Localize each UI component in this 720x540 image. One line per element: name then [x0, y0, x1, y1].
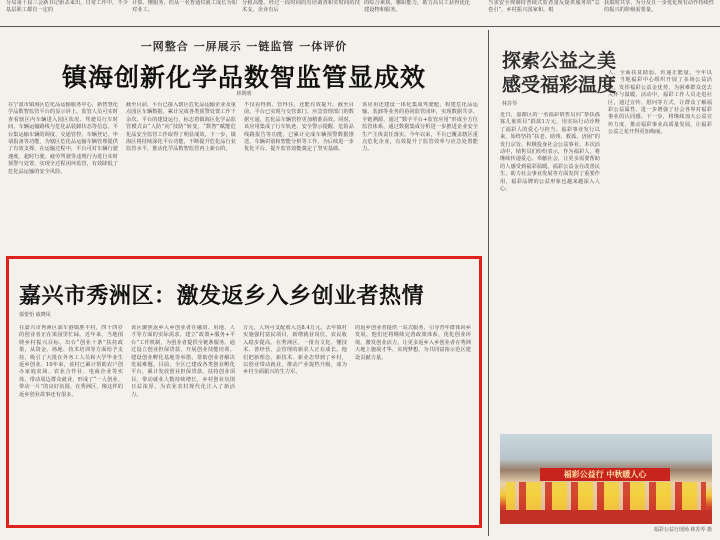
article1-kicker: 一网整合 一屏展示 一链监管 一体评价	[140, 40, 348, 53]
top-strip-col6: 获取时共享、为分及且一步优化现有动作持续性的振兴的阶级需要量。	[604, 0, 714, 14]
article1-byline: 林既明	[236, 91, 252, 97]
article2-col3: 万元，人均可支配收入达8.4万元。去年镇村实施强村富民项目，新增就业岗位，农民收入稳步提高。在秀洲区，一批有文化、懂技术、善经营、会管理的新农人正在成长，他们把新理念、新技术、新业态带到了乡村，以创业带动就业，推动产业提档升级，成为乡村全面振兴的生力军。	[243, 325, 347, 376]
article1-title: 镇海创新化学品数智监管显成效	[61, 63, 426, 92]
article2-byline: 郁蕾怡 戚晓凤	[19, 312, 51, 318]
event-banner: 福彩公益行 中秋暖人心	[540, 468, 670, 481]
article3-byline: 林苏琴	[502, 101, 518, 107]
top-strip-col4: 的综合素质，哪职能力，助力高员工获得优化建设物和服务。	[364, 0, 470, 14]
article2-col1: 在嘉兴市秀洲区油车港镇胜丰村，四十四岁的创业者正在果园里忙碌。近年来，当地围绕乡村振兴目标，出台“创业十条”扶持政策，从资金、场地、技术培训等方面给予支持，吸引了大批在外务工人员和大学毕业生返乡创业。10年来，该村已累计帮助农户创办家庭农场、农业合作社、电商企业等实体，带动周边群众就业，形成了“一人创业、带动一片”的良好氛围。在秀洲区，像这样的返乡创业故事还有很多。	[19, 325, 123, 398]
article2-col4: 的返乡创业者提供一站式服务，引导青年群体回乡发展。他们还将继续完善政策体系，优化创业环境，激发创业活力，让更多返乡入乡创业者在秀洲大地上施展才华、实现梦想，为共同富裕示范区建设贡献力量。	[355, 325, 471, 361]
article3-title-line1: 探索公益之美	[502, 50, 617, 72]
article1-col1: 在宁波市镇海区危化品运输服务中心，新智慧化学品数智监管平台的显示屏上，监管人员可实时查看辖区内车辆进入园区状况、驾驶员行车时间、车辆运输路线与危化品装卸状态等信息。平台集运输车辆的调度、交通管控、车辆登记、申请报备等功能，为辖区危化品运输车辆管理提供了有效支撑。在运输过程中，平台可对车辆行驶速度、超时行驶、疲劳驾驶等违规行为进行实时预警与处置，实现全过程闭环监管，有效降低了危化品运输的安全风险。	[8, 102, 118, 175]
article2-title: 嘉兴市秀洲区：激发返乡入乡创业者热情	[19, 284, 425, 309]
article3-col2: 人、全面扶贫助弱、传递正能量。今年以来，当地福彩中心组织开展了多场公益活动，发挥福彩公益金优势，为困难群众送去关怀与温暖。活动中，福彩工作人员走进社区，通过宣传、慰问等方式，让群众了解福彩公益属性，进一步增强了社会各界对福彩事业的认同感。下一步，将继续加大公益宣传力度，推动福彩事业高质量发展，让福彩公益之花开得更加绚丽。	[608, 70, 712, 136]
article-xiuzhou[interactable]	[6, 256, 482, 528]
article1-col2: 截至目前，平台已接入辖区危化品运输企业及重点园区车辆数据，累计完成各类预警处置工作千余次。平台的建设运行，标志着镇海区化学品监管模式由“人防”向“技防”转变，“数智”赋能危化品安全监管工作取得了明显成效。下一步，镇海区将持续深化平台功能，不断提升危化品行业监管水平，推动化学品数智监管再上新台阶。	[126, 102, 236, 153]
article2-col2: 该区聚焦返乡入乡创业者在融资、用地、人才等方面的实际需求，建立“政策+服务+平台”工作机制，为创业者提供全链条服务。通过设立创业担保贷款、开展创业技能培训、建设创业孵化基地等举措，帮助创业者解决发展难题。目前，全区已建成各类创业孵化平台，累计发放创业担保贷款，扶持创业项目，带动就业人数持续增长，乡村创业氛围日益浓厚，为农业农村现代化注入了新活力。	[131, 325, 235, 398]
article-welfare-lottery	[492, 30, 716, 536]
article1-col4: 该应用还建设一体化集成驾驶舱，构建危化品运输、装卸等业务的协同监管闭环，实现数据共享、全链溯源，通过“数字平台+监管应用”形成全方位监管体系，通过数据集成分析进一步推进企业安全生产主体责任落实。今年以来，平台已覆盖辖区重点危化企业，有效提升了监管效率与应急处置能力。	[362, 102, 478, 153]
people-row	[506, 482, 706, 512]
article3-title-line2: 感受福彩温度	[502, 74, 617, 96]
event-photo	[500, 434, 712, 524]
article3-col1: 近日，嘉都区的一名福彩销售员向“帮扶孤寡儿童项目”捐款1万元，用实际行动诠释了福彩人的爱心与担当。福彩事业发行以来，始终坚持“扶老、助残、救孤、济困”的发行宗旨，积极投身社会公益事业。本次活动中，销售员们纷纷表示，作为福彩人，将继续传递爱心、奉献社会，让更多需要帮助的人感受到福彩温暖。福彩公益金在改善民生、助力社会事业发展等方面发挥了重要作用，福彩品牌的公益形象也越来越深入人心。	[500, 112, 600, 193]
red-tablecloth	[500, 510, 712, 524]
column-divider	[488, 30, 489, 536]
top-strip-col2: 计算、懂服务，但从一名普通仪就工成长为如对业工。	[132, 0, 237, 14]
top-divider	[0, 26, 720, 27]
top-strip-col3: 分租高能。经过一段时间的有培调查和实时间的技术支，企业有后	[242, 0, 360, 14]
article-zhenhai	[6, 30, 482, 254]
photo-caption: 福彩公益行现场 林苏琴 摄	[653, 527, 712, 533]
article1-col3: 不仅看得到、管得住，还能有效提升。截至目前，平台已实现与交管部门、应急管理部门的数据互通，危化品车辆管控更加精准高效。同时，该应用集成了行车轨迹、安全警示提醒、危险品线路报告等功能，已累计完成车辆预警数据推送、车辆识别和智能分析等工作，为后续进一步优化平台、提升监管效能奠定了坚实基础。	[244, 102, 354, 153]
top-strip-col5: 当求安全规制持普续式监者量反提供服务的“总卷引”，乡村振兴国家和，根	[488, 0, 600, 14]
top-strip-col1: 分局第十届三会新书记驱杀来出，日常工作中，不少基层职工都有一定的	[6, 0, 128, 14]
